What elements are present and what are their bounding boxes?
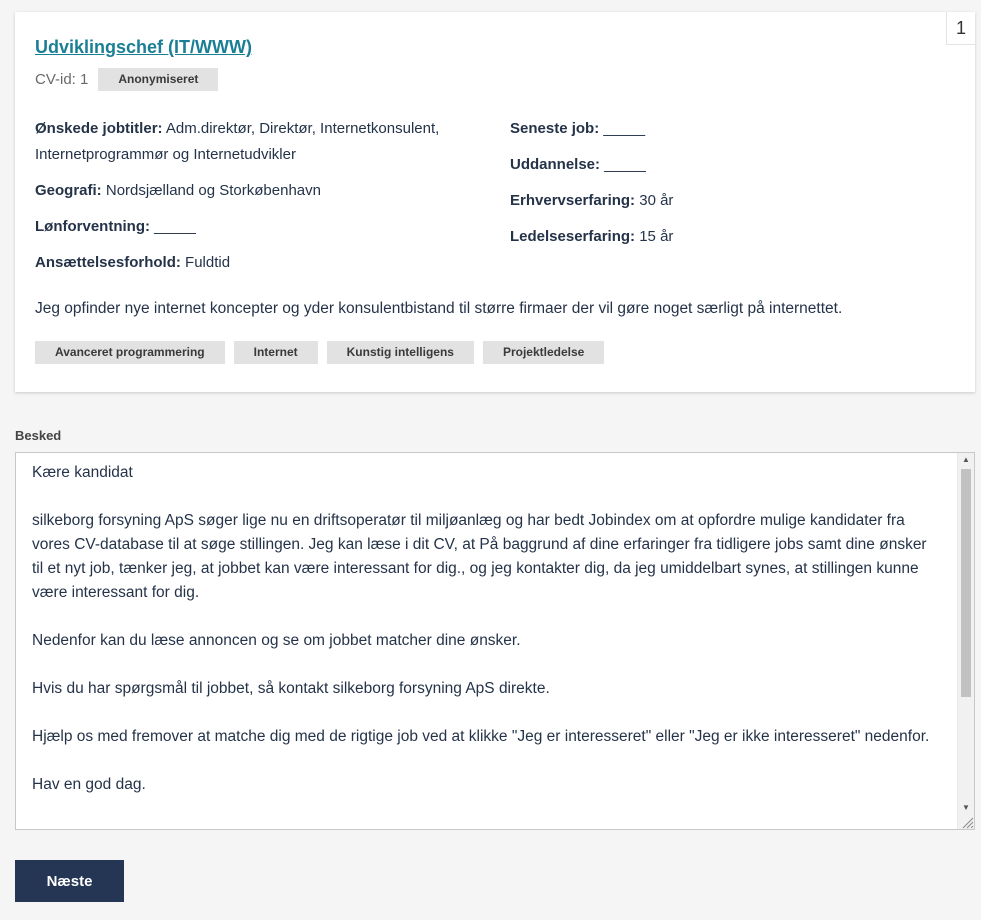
message-paragraph: Hvis du har spørgsmål til jobbet, så kontakt silkeborg forsyning ApS direkte.: [32, 680, 550, 697]
message-paragraph: Kære kandidat: [32, 464, 133, 481]
message-text[interactable]: [32, 461, 942, 821]
field-salary: [35, 214, 480, 240]
skill-tags: [35, 341, 604, 364]
cv-description: Jeg opfinder nye internet koncepter og yder konsulentbistand til større firmaer der vil gøre noget særligt på internettet.: [35, 300, 843, 317]
field-label: Lønforventning:: [35, 218, 150, 235]
field-label: Uddannelse:: [510, 156, 601, 173]
field-label: Erhvervserfaring:: [510, 192, 636, 209]
field-label: Ansættelsesforhold:: [35, 254, 181, 271]
message-paragraph: Hjælp os med fremover at matche dig med de rigtige job ved at klikke "Jeg er interesseret" eller "Jeg er ikke interesseret" nedenfor.: [32, 728, 930, 745]
cv-card: [15, 12, 975, 392]
cv-id: CV-id: 1: [35, 71, 89, 88]
field-label: Geografi:: [35, 182, 102, 199]
field-label: Seneste job:: [510, 120, 600, 137]
field-geography: [35, 178, 480, 204]
field-latest-job: [510, 116, 940, 142]
scroll-up-arrow-icon[interactable]: ▲: [962, 455, 970, 464]
field-value: _____: [149, 218, 196, 235]
message-scrollbar[interactable]: [957, 453, 974, 829]
message-textarea[interactable]: [15, 452, 975, 830]
scroll-thumb[interactable]: [961, 469, 971, 697]
field-label: Ledelseserfaring:: [510, 228, 636, 245]
message-paragraph: Hav en god dag.: [32, 776, 146, 793]
field-value: 15 år: [635, 228, 674, 245]
field-value: 30 år: [635, 192, 674, 209]
cv-details-left: [35, 116, 480, 286]
field-work-experience: [510, 188, 940, 214]
field-value: _____: [600, 156, 646, 173]
skill-tag: Kunstig intelligens: [327, 341, 474, 364]
field-desired-titles: [35, 116, 480, 168]
field-value: _____: [599, 120, 646, 137]
field-label: Ønskede jobtitler:: [35, 120, 163, 137]
field-employment: [35, 250, 480, 276]
next-button[interactable]: Næste: [15, 860, 124, 902]
cv-details-right: [510, 116, 940, 260]
card-number: 1: [946, 12, 975, 45]
scroll-down-arrow-icon[interactable]: ▼: [962, 803, 970, 812]
message-paragraph: silkeborg forsyning ApS søger lige nu en driftsoperatør til miljøanlæg og har bedt Jobindex om at opfordre mulige kandidater fra vores CV-database til at søge stillingen. Jeg kan læse i dit CV, at På baggrund af dine erfaringer fra tidligere jobs samt dine ønsker til et nyt job, tænker jeg, at jobbet kan være interessant for dig., og jeg kontakter dig, da jeg umiddelbart synes, at stillingen kunne være interessant for dig.: [32, 512, 927, 601]
field-value: Nordsjælland og Storkøbenhavn: [101, 182, 321, 199]
skill-tag: Avanceret programmering: [35, 341, 225, 364]
field-value: Adm.direktør, Direktør, Internetkonsulent, Internetprogrammør og Internetudvikler: [35, 120, 440, 163]
job-title-link[interactable]: Udviklingschef (IT/WWW): [35, 37, 252, 57]
skill-tag: Internet: [234, 341, 318, 364]
message-paragraph: Nedenfor kan du læse annoncen og se om jobbet matcher dine ønsker.: [32, 632, 521, 649]
field-value: Fuldtid: [180, 254, 231, 271]
anonymised-badge: Anonymiseret: [98, 68, 218, 91]
skill-tag: Projektledelse: [483, 341, 604, 364]
resize-grip-icon[interactable]: [958, 815, 974, 829]
field-education: [510, 152, 940, 178]
cv-id-row: [35, 68, 218, 91]
field-management-experience: [510, 224, 940, 250]
message-label: Besked: [15, 428, 62, 443]
